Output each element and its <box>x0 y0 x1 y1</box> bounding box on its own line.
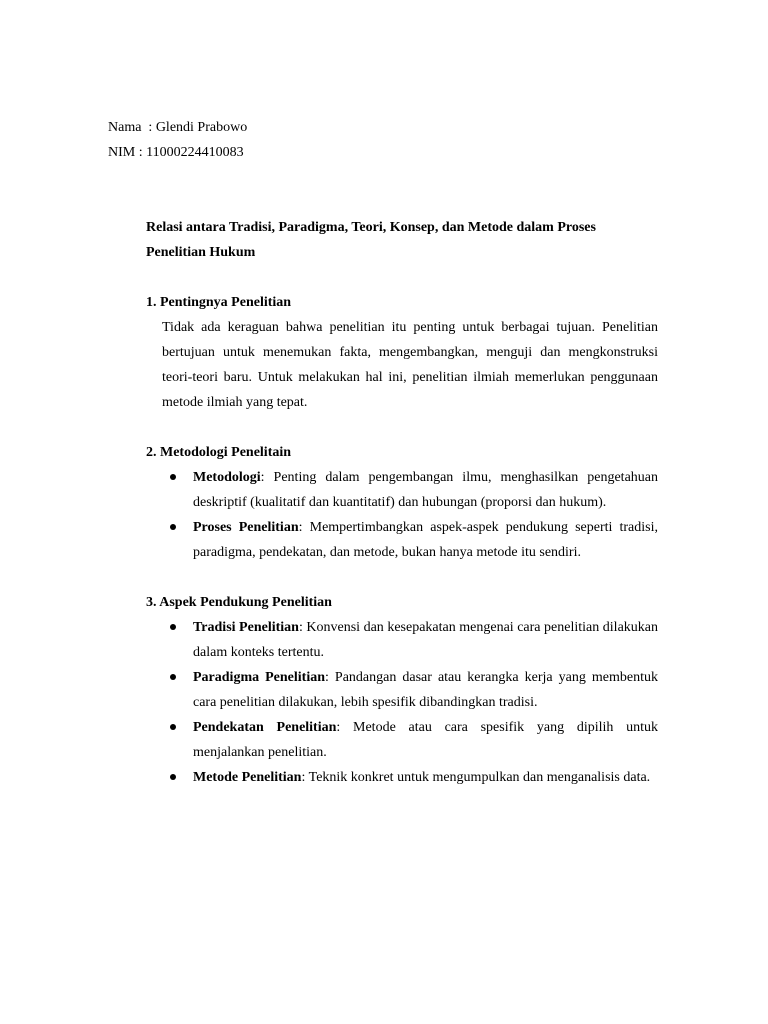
bullet-icon <box>170 674 176 680</box>
section-paragraph: Tidak ada keraguan bahwa penelitian itu penting untuk berbagai tujuan. Penelitian bertujuan untuk menemukan fakta, mengembangkan, menguji dan mengkonstruksi teori-teori baru. Untuk melakukan hal ini, penelitian ilmiah memerlukan penggunaan metode ilmiah yang tepat. <box>162 320 658 410</box>
item-text: : Konvensi dan kesepakatan mengenai cara penelitian dilakukan dalam konteks tertentu. <box>193 620 658 660</box>
list-item <box>146 715 658 765</box>
list-item <box>146 465 658 515</box>
bullet-icon <box>170 474 176 480</box>
section-importance <box>146 290 658 415</box>
section-supporting-aspects <box>146 590 658 790</box>
item-term: Proses Penelitian <box>193 520 299 535</box>
item-text: : Penting dalam pengembangan ilmu, menghasilkan pengetahuan deskriptif (kualitatif dan kuantitatif) dan hubungan (proporsi dan hukum). <box>193 470 658 510</box>
item-term: Metodologi <box>193 470 261 485</box>
item-text: : Metode atau cara spesifik yang dipilih untuk menjalankan penelitian. <box>193 720 658 760</box>
bullet-icon <box>170 524 176 530</box>
item-text: : Pandangan dasar atau kerangka kerja yang membentuk cara penelitian dilakukan, lebih spesifik dibandingkan tradisi. <box>193 670 658 710</box>
student-name-line: Nama : Glendi Prabowo <box>108 120 248 135</box>
document-title: Relasi antara Tradisi, Paradigma, Teori, Konsep, dan Metode dalam Proses Penelitian Hukum <box>146 220 596 260</box>
student-nim-line: NIM : 11000224410083 <box>108 145 244 160</box>
bullet-icon <box>170 724 176 730</box>
section-heading: 1. Pentingnya Penelitian <box>146 295 292 310</box>
section-methodology <box>146 440 658 565</box>
list-item <box>146 765 658 790</box>
item-term: Paradigma Penelitian <box>193 670 326 685</box>
bullet-icon <box>170 624 176 630</box>
item-term: Pendekatan Penelitian <box>193 720 337 735</box>
item-text: : Teknik konkret untuk mengumpulkan dan menganalisis data. <box>301 770 651 785</box>
item-text: : Mempertimbangkan aspek-aspek pendukung seperti tradisi, paradigma, pendekatan, dan metode, bukan hanya metode itu sendiri. <box>193 520 658 560</box>
bullet-icon <box>170 774 176 780</box>
document-body <box>146 215 658 790</box>
section-heading: 3. Aspek Pendukung Penelitian <box>146 595 332 610</box>
list-item <box>146 615 658 665</box>
item-term: Metode Penelitian <box>193 770 302 785</box>
item-term: Tradisi Penelitian <box>193 620 299 635</box>
bullet-list <box>146 615 658 790</box>
bullet-list <box>146 465 658 565</box>
section-heading: 2. Metodologi Penelitain <box>146 445 292 460</box>
list-item <box>146 515 658 565</box>
list-item <box>146 665 658 715</box>
